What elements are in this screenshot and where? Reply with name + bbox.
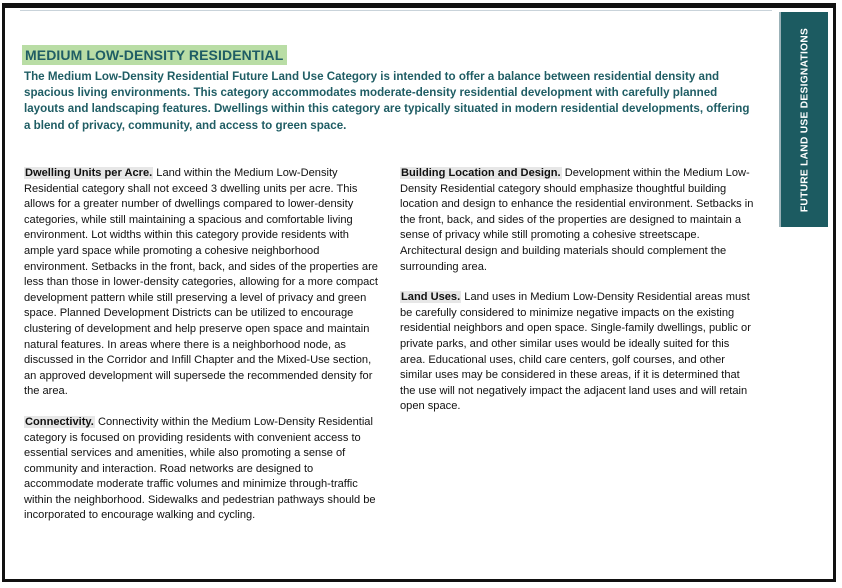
section-dwelling-units bbox=[24, 166, 382, 400]
page-heading-wrap bbox=[22, 45, 287, 65]
section-land-uses bbox=[400, 290, 754, 415]
section-title: Connectivity. bbox=[25, 415, 94, 428]
section-tab bbox=[779, 12, 828, 227]
section-connectivity bbox=[24, 415, 382, 524]
section-body: Land uses in Medium Low-Density Residential areas must be carefully considered to minimize negative impacts on the existing residential neighbors and open space. Single-family dwellings, public or private parks, and other similar uses would be ideally suited for this area. Educational uses, child care centers, golf courses, and other similar uses may be considered in these areas, if it is determined that the use will not negatively impact the adjacent land uses and will retain open space. bbox=[400, 291, 751, 413]
page-title: MEDIUM LOW-DENSITY RESIDENTIAL bbox=[22, 45, 287, 65]
section-building-location bbox=[400, 166, 754, 275]
section-body: Land within the Medium Low-Density Residential category shall not exceed 3 dwelling units per acre. This allows for a greater number of dwellings compared to lower-density categories, while still maintaining a spacious and comfortable living environment. Lot widths within this category provide residents with ample yard space while promoting a cohesive neighborhood environment. Setbacks in the front, back, and sides of the properties are less than those in lower-density categories, allowing for a more compact development pattern while still preserving a level of privacy and green space. Planned Development Districts can be utilized to encourage clustering of development and help preserve open space and maintain natural features. In areas where there is a neighborhood node, as discussed in the Corridor and Infill Chapter and the Mixed-Use section, an approved development will supersede the recommended density for the area. bbox=[24, 167, 378, 398]
right-column bbox=[400, 166, 754, 430]
section-title: Building Location and Design. bbox=[401, 167, 561, 179]
left-column bbox=[24, 166, 382, 539]
section-tab-label: FUTURE LAND USE DESIGNATIONS bbox=[799, 27, 810, 212]
section-body: Development within the Medium Low-Density Residential category should emphasize thoughtful building location and design to enhance the residential environment. Setbacks in the front, back, and sides of the properties are designed to maintain a sense of privacy while still promoting a cohesive streetscape. Architectural design and building materials should complement the surrounding area. bbox=[400, 167, 754, 273]
top-rule bbox=[20, 10, 772, 11]
section-body: Connectivity within the Medium Low-Density Residential category is focused on providing residents with convenient access to essential services and amenities, while also promoting a sense of community and interaction. Road networks are designed to accommodate moderate traffic volumes and minimize through-traffic within the neighborhood. Sidewalks and pedestrian pathways should be incorporated to encourage walking and cycling. bbox=[24, 415, 376, 522]
intro-paragraph: The Medium Low-Density Residential Future Land Use Category is intended to offer a balance between residential density and spacious living environments. This category accommodates moderate-density residential development with carefully planned layouts and landscaping features. Dwellings within this category are typically situated in modern residential developments, offering a blend of privacy, community, and access to green space. bbox=[24, 70, 750, 132]
section-title: Dwelling Units per Acre. bbox=[25, 167, 153, 179]
section-title: Land Uses. bbox=[401, 291, 461, 304]
